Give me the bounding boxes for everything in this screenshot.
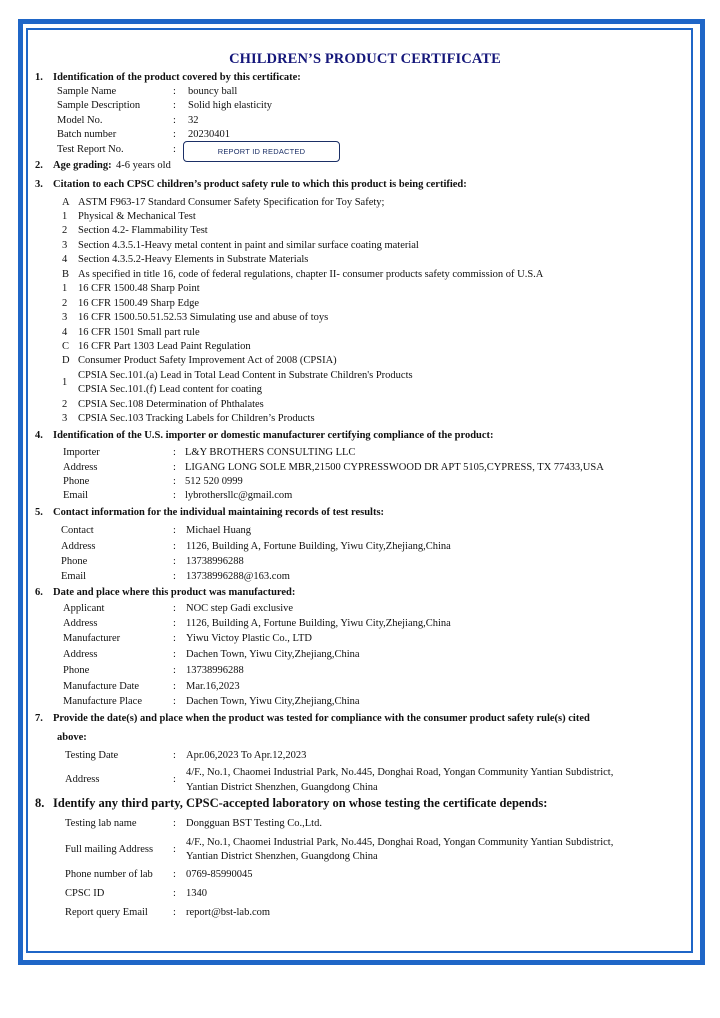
field-label: Address (65, 774, 100, 785)
field-colon: : (173, 490, 176, 501)
field-label: Phone (63, 476, 90, 487)
field-label: Sample Description (57, 100, 141, 111)
rule-mark: 3 (62, 312, 68, 323)
rule-mark: C (62, 341, 70, 352)
field-value: 4/F., No.1, Chaomei Industrial Park, No.445, Donghai Road, Yongan Community Yantian Subdistrict, (186, 837, 614, 848)
rule-mark: 4 (62, 327, 68, 338)
rule-mark: D (62, 355, 70, 366)
field-colon: : (173, 100, 176, 111)
field-colon: : (173, 603, 176, 614)
rule-mark: 1 (62, 283, 68, 294)
field-colon: : (173, 888, 176, 899)
field-colon: : (173, 556, 176, 567)
field-value: 0769-85990045 (186, 869, 253, 880)
field-colon: : (173, 844, 176, 855)
field-value: 32 (188, 115, 199, 126)
rule-item: 16 CFR Part 1303 Lead Paint Regulation (78, 341, 251, 352)
field-colon: : (173, 869, 176, 880)
field-colon: : (173, 696, 176, 707)
field-label: Test Report No. (57, 144, 124, 155)
field-label: Address (63, 462, 98, 473)
field-colon: : (173, 681, 176, 692)
section-s7-number: 7. (35, 713, 43, 724)
field-colon: : (173, 447, 176, 458)
field-value: LIGANG LONG SOLE MBR,21500 CYPRESSWOOD DR APT 5105,CYPRESS, TX 77433,USA (185, 462, 604, 473)
field-colon: : (173, 633, 176, 644)
rule-item: 16 CFR 1501 Small part rule (78, 327, 200, 338)
rule-item: CPSIA Sec.101.(a) Lead in Total Lead Content in Substrate Children's Products (78, 370, 413, 381)
field-label: Email (63, 490, 89, 501)
section-s4-heading: Identification of the U.S. importer or domestic manufacturer certifying compliance of the product: (53, 430, 494, 441)
rule-item: 16 CFR 1500.48 Sharp Point (78, 283, 200, 294)
rule-mark: 2 (62, 225, 68, 236)
section-s4-number: 4. (35, 430, 43, 441)
field-label: Full mailing Address (65, 844, 154, 855)
rule-mark: 2 (62, 399, 68, 410)
field-label: Model No. (57, 115, 103, 126)
section-s7-heading-cont: above: (57, 732, 87, 743)
field-colon: : (173, 618, 176, 629)
field-label: Manufacturer (63, 633, 121, 644)
field-value: Yantian District Shenzhen, Guangdong China (186, 782, 378, 793)
field-value: 13738996288@163.com (186, 571, 290, 582)
rule-item: 16 CFR 1500.49 Sharp Edge (78, 298, 200, 309)
field-colon: : (173, 774, 176, 785)
section-s3-heading: Citation to each CPSC children’s product safety rule to which this product is being certified: (53, 179, 467, 190)
field-label: Phone number of lab (65, 869, 153, 880)
field-value: 512 520 0999 (185, 476, 243, 487)
rule-mark: 1 (62, 211, 68, 222)
field-colon: : (173, 115, 176, 126)
rule-mark: 3 (62, 240, 68, 251)
section-s6-number: 6. (35, 587, 43, 598)
field-label: Address (63, 618, 98, 629)
field-colon: : (173, 86, 176, 97)
rule-item: ASTM F963-17 Standard Consumer Safety Specification for Toy Safety; (78, 197, 385, 208)
rule-mark: 1 (62, 377, 68, 388)
rule-mark: B (62, 269, 70, 280)
rule-item: Physical & Mechanical Test (78, 211, 196, 222)
section-s2-number: 2. (35, 160, 43, 171)
section-s3-number: 3. (35, 179, 43, 190)
rule-item: CPSIA Sec.103 Tracking Labels for Children’s Products (78, 413, 315, 424)
field-label: Testing lab name (65, 818, 137, 829)
field-value: 1126, Building A, Fortune Building, Yiwu City,Zhejiang,China (186, 618, 451, 629)
field-label: Phone (61, 556, 88, 567)
field-label: Address (63, 649, 98, 660)
field-value: Dachen Town, Yiwu City,Zhejiang,China (186, 649, 360, 660)
field-label: Manufacture Date (63, 681, 140, 692)
field-colon: : (173, 462, 176, 473)
field-colon: : (173, 525, 176, 536)
field-colon: : (173, 144, 176, 155)
field-label: Manufacture Place (63, 696, 143, 707)
field-value: 13738996288 (186, 665, 244, 676)
field-label: Importer (63, 447, 100, 458)
field-value: Yantian District Shenzhen, Guangdong China (186, 851, 378, 862)
section-s8-number: 8. (35, 796, 45, 810)
field-label: CPSC ID (65, 888, 105, 899)
section-s1-heading: Identification of the product covered by this certificate: (53, 72, 301, 83)
field-colon: : (173, 571, 176, 582)
field-value: 1340 (186, 888, 207, 899)
field-value: bouncy ball (188, 86, 238, 97)
field-value: Apr.06,2023 To Apr.12,2023 (186, 750, 307, 761)
field-label: Batch number (57, 129, 117, 140)
field-colon: : (173, 541, 176, 552)
field-value: Yiwu Victoy Plastic Co., LTD (186, 633, 312, 644)
section-s2-heading: Age grading: (53, 160, 112, 171)
field-colon: : (173, 907, 176, 918)
rule-mark: 4 (62, 254, 68, 265)
field-value: Mar.16,2023 (186, 681, 240, 692)
field-label: Testing Date (65, 750, 119, 761)
certificate-title: CHILDREN’S PRODUCT CERTIFICATE (229, 51, 501, 67)
section-s7-heading: Provide the date(s) and place when the product was tested for compliance with the consumer product safety rule(s) cited (53, 713, 590, 724)
field-value: L&Y BROTHERS CONSULTING LLC (185, 447, 356, 458)
field-value: Dongguan BST Testing Co.,Ltd. (186, 818, 322, 829)
field-value: Dachen Town, Yiwu City,Zhejiang,China (186, 696, 360, 707)
rule-item: CPSIA Sec.108 Determination of Phthalates (78, 399, 264, 410)
field-label: Applicant (63, 603, 105, 614)
field-label: Report query Email (65, 907, 148, 918)
redaction-box: REPORT ID REDACTED (183, 141, 340, 162)
field-label: Address (61, 541, 96, 552)
rule-mark: A (62, 197, 70, 208)
field-label: Sample Name (57, 86, 117, 97)
section-s8-heading: Identify any third party, CPSC-accepted laboratory on whose testing the certificate depends: (53, 796, 548, 810)
field-value: 1126, Building A, Fortune Building, Yiwu City,Zhejiang,China (186, 541, 451, 552)
rule-item: Section 4.3.5.2-Heavy Elements in Substrate Materials (78, 254, 309, 265)
section-s1-number: 1. (35, 72, 43, 83)
rule-item: Section 4.3.5.1-Heavy metal content in paint and similar surface coating material (78, 240, 419, 251)
section-s5-heading: Contact information for the individual maintaining records of test results: (53, 507, 385, 518)
field-value: 20230401 (188, 129, 230, 140)
field-colon: : (173, 649, 176, 660)
rule-item: 16 CFR 1500.50.51.52.53 Simulating use and abuse of toys (78, 312, 329, 323)
age-grading-value: 4-6 years old (116, 160, 171, 171)
field-colon: : (173, 818, 176, 829)
field-value: report@bst-lab.com (186, 907, 271, 918)
rule-item: As specified in title 16, code of federal regulations, chapter II- consumer products safety commission of U.S.A (78, 269, 544, 280)
rule-mark: 2 (62, 298, 68, 309)
field-colon: : (173, 665, 176, 676)
field-colon: : (173, 129, 176, 140)
field-label: Contact (61, 525, 94, 536)
rule-item: CPSIA Sec.101.(f) Lead content for coating (78, 384, 262, 395)
rule-mark: 3 (62, 413, 68, 424)
field-value: NOC step Gadi exclusive (186, 603, 294, 614)
section-s6-heading: Date and place where this product was manufactured: (53, 587, 296, 598)
field-colon: : (173, 476, 176, 487)
field-colon: : (173, 750, 176, 761)
field-value: Michael Huang (186, 525, 252, 536)
field-label: Email (61, 571, 87, 582)
rule-item: Section 4.2- Flammability Test (78, 225, 208, 236)
field-value: Solid high elasticity (188, 100, 272, 111)
field-value: lybrothersllc@gmail.com (185, 490, 293, 501)
field-value: 13738996288 (186, 556, 244, 567)
rule-item: Consumer Product Safety Improvement Act of 2008 (CPSIA) (78, 355, 337, 366)
field-label: Phone (63, 665, 90, 676)
field-value: 4/F., No.1, Chaomei Industrial Park, No.445, Donghai Road, Yongan Community Yantian Subdistrict, (186, 767, 614, 778)
section-s5-number: 5. (35, 507, 43, 518)
